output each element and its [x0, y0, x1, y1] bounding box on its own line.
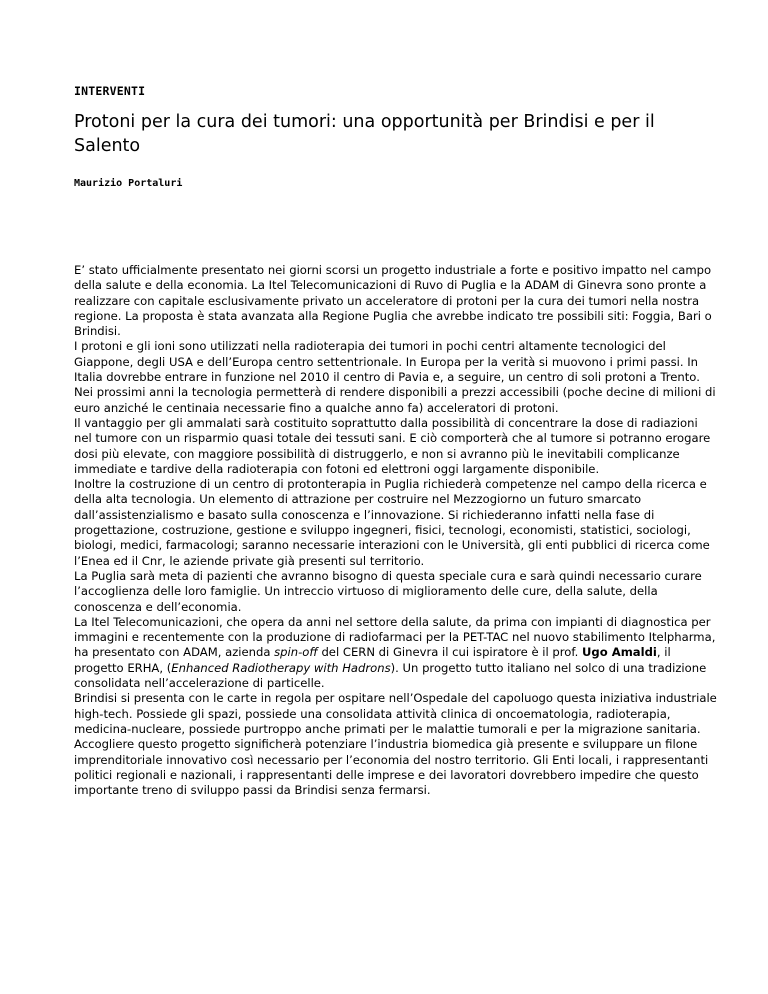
paragraph: Inoltre la costruzione di un centro di protonterapia in Puglia richiederà competenze nel campo della ricerca e della alta tecnologia. Un elemento di attrazione per costruire nel Mezzogiorno un futuro smarcato dall’assistenzialismo e basato sulla conoscenza e l’innovazione. Si richiederanno infatti nella fase di progettazione, costruzione, gestione e sviluppo ingegneri, fisici, tecnologi, economisti, statistici, sociologi, biologi, medici, farmacologi; saranno necessarie interazioni con le Università, gli enti pubblici di ricerca come l’Enea ed il Cnr, le aziende private già presenti sul territorio.: [74, 477, 710, 568]
section-label: INTERVENTI: [74, 84, 146, 98]
paragraph-text: , il progetto ERHA, (: [74, 645, 671, 675]
paragraph: E’ stato ufficialmente presentato nei giorni scorsi un progetto industriale a forte e positivo impatto nel campo della salute e della economia. La Itel Telecomunicazioni di Ruvo di Puglia e la ADAM di Ginevra sono pronte a realizzare con capitale esclusivamente privato un acceleratore di protoni per la cura dei tumori nella nostra regione. La proposta è stata avanzata alla Regione Puglia che avrebbe indicato tre possibili siti: Foggia, Bari o Brindisi.: [74, 263, 712, 339]
paragraph-text: ). Un progetto tutto italiano nel solco di una tradizione consolidata nell’accelerazione di particelle.: [74, 660, 707, 691]
italic-project-name: Enhanced Radiotherapy with Hadrons: [171, 660, 391, 675]
paragraph-text: del CERN di Ginevra il cui ispiratore è il prof.: [317, 645, 583, 660]
italic-term: spin-off: [274, 645, 318, 660]
article-body: [74, 263, 719, 798]
paragraph: I protoni e gli ioni sono utilizzati nella radioterapia dei tumori in pochi centri altamente tecnologici del Giappone, degli USA e dell’Europa centro settentrionale. In Europa per la verità si muovono i primi passi. In Italia dovrebbe entrare in funzione nel 2010 il centro di Pavia e, a seguire, un centro di soli protoni a Trento. Nei prossimi anni la tecnologia permetterà di rendere disponibili a prezzi accessibili (poche decine di milioni di euro anziché le centinaia necessarie fino a qualche anno fa) acceleratori di protoni.: [74, 339, 716, 415]
paragraph: La Puglia sarà meta di pazienti che avranno bisogno di questa speciale cura e sarà quindi necessario curare l’accoglienza delle loro famiglie. Un intreccio virtuoso di miglioramento delle cure, della salute, della conoscenza e dell’economia.: [74, 568, 702, 614]
paragraph: [74, 615, 719, 691]
person-name: Ugo Amaldi: [582, 645, 657, 660]
paragraph: Il vantaggio per gli ammalati sarà costituito soprattutto dalla possibilità di concentrare la dose di radiazioni nel tumore con un risparmio quasi totale dei tessuti sani. E ciò comporterà che al tumore si potranno erogare dosi più elevate, con maggiore possibilità di distruggerlo, e non si avranno più le inevitabili complicanze immediate e tardive della radioterapia con fotoni ed elettroni oggi largamente disponibile.: [74, 415, 711, 476]
author-name: Maurizio Portaluri: [74, 178, 183, 189]
paragraph: Brindisi si presenta con le carte in regola per ospitare nell’Ospedale del capoluogo questa iniziativa industriale high-tech. Possiede gli spazi, possiede una consolidata attività clinica di oncoematologia, radioterapia, medicina-nucleare, possiede purtroppo anche primati per le malattie tumorali e per la migrazione sanitaria. Accogliere questo progetto significherà potenziare l’industria biomedica già presente e sviluppare un filone imprenditoriale innovativo così necessario per l’economia del nostro territorio. Gli Enti locali, i rappresentanti politici regionali e nazionali, i rappresentanti delle imprese e dei lavoratori dovrebbero impedire che questo importante treno di sviluppo passi da Brindisi senza fermarsi.: [74, 691, 717, 798]
article-title: Protoni per la cura dei tumori: una opportunità per Brindisi e per il Salento: [74, 112, 655, 156]
paragraph-text: La Itel Telecomunicazioni, che opera da anni nel settore della salute, da prima con impianti di diagnostica per immagini e recentemente con la produzione di radiofarmaci per la PET-TAC nel nuovo stabilimento Itelpharma, ha presentato con ADAM, azienda: [74, 614, 716, 660]
